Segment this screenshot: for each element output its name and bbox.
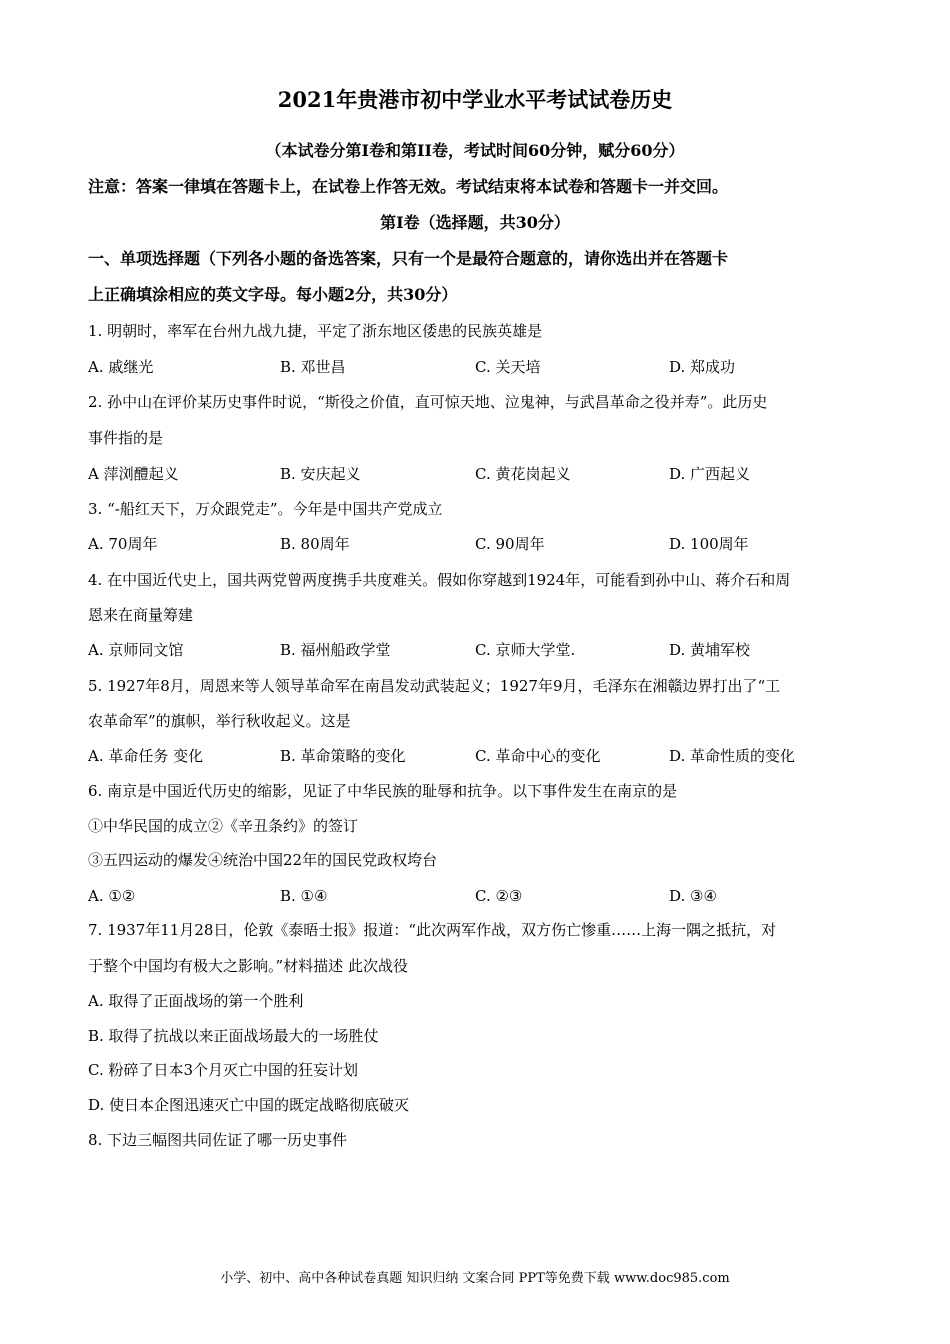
question-6-statement-2: ③五四运动的爆发④统治中国22年的国民党政权垮台 [88,851,438,869]
question-6-option-a: A. ①② [88,887,136,905]
question-4-option-c: C. 京师大学堂. [475,641,576,659]
question-1-option-c: C. 关天培 [475,358,541,376]
question-6-option-b: B. ①④ [280,887,328,905]
question-3-option-c: C. 90周年 [475,535,545,553]
question-3-option-b: B. 80周年 [280,535,350,553]
question-4-option-b: B. 福州船政学堂 [280,641,391,659]
question-1-option-a: A. 戚继光 [88,358,154,376]
section-heading-line-1: 一、单项选择题（下列各小题的备选答案，只有一个是最符合题意的，请你选出并在答题卡 [88,249,729,268]
question-7-option-c: C. 粉碎了日本3个月灭亡中国的狂妄计划 [88,1061,359,1079]
question-2-option-c: C. 黄花岗起义 [475,465,571,483]
page-footer: 小学、初中、高中各种试卷真题 知识归纳 文案合同 PPT等免费下载 www.doc985.com [220,1271,730,1286]
question-8-stem: 8. 下边三幅图共同佐证了哪一历史事件 [88,1131,348,1149]
question-1-option-d: D. 郑成功 [669,358,736,376]
question-2-stem-line-2: 事件指的是 [88,429,164,447]
question-4-stem-line-1: 4. 在中国近代史上，国共两党曾两度携手共度难关。假如你穿越到1924年，可能看到孙中山、蒋介石和周 [88,571,791,589]
question-3-option-a: A. 70周年 [88,535,158,553]
question-7-option-b: B. 取得了抗战以来正面战场最大的一场胜仗 [88,1027,379,1045]
notice-text: 注意：答案一律填在答题卡上，在试卷上作答无效。考试结束将本试卷和答题卡一并交回。 [88,177,729,196]
question-5-option-a: A. 革命任务 变化 [88,747,204,765]
exam-subtitle: （本试卷分第Ⅰ卷和第II卷，考试时间60分钟，赋分60分） [265,141,685,160]
question-1-option-b: B. 邓世昌 [280,358,346,376]
question-4-option-a: A. 京师同文馆 [88,641,184,659]
question-5-option-d: D. 革命性质的变化 [669,747,796,765]
question-7-option-a: A. 取得了正面战场的第一个胜利 [88,992,304,1010]
question-3-stem: 3. “-船红天下，万众跟党走”。今年是中国共产党成立 [88,500,443,518]
question-7-option-d: D. 使日本企图迅速灭亡中国的既定战略彻底破灭 [88,1096,410,1114]
question-7-stem-line-2: 于整个中国均有极大之影响。”材料描述 此次战役 [88,957,408,975]
question-5-stem-line-2: 农革命军”的旗帜，举行秋收起义。这是 [88,712,351,730]
question-7-stem-line-1: 7. 1937年11月28日，伦敦《泰晤士报》报道：“此次两军作战，双方伤亡惨重……上海一隅之抵抗，对 [88,921,777,939]
question-3-option-d: D. 100周年 [669,535,749,553]
question-6-statement-1: ①中华民国的成立②《辛丑条约》的签订 [88,817,359,835]
question-2-option-b: B. 安庆起义 [280,465,361,483]
page-title: 2021年贵港市初中学业水平考试试卷历史 [277,87,673,112]
question-6-stem: 6. 南京是中国近代历史的缩影，见证了中华民族的耻辱和抗争。以下事件发生在南京的是 [88,782,678,800]
question-2-option-a: A 萍浏醴起义 [88,465,179,483]
section-heading-line-2: 上正确填涂相应的英文字母。每小题2分，共30分） [88,285,458,304]
question-6-option-d: D. ③④ [669,887,717,905]
question-6-option-c: C. ②③ [475,887,523,905]
question-5-option-b: B. 革命策略的变化 [280,747,406,765]
question-2-stem-line-1: 2. 孙中山在评价某历史事件时说，“斯役之价值，直可惊天地、泣鬼神，与武昌革命之役并寿”。此历史 [88,393,768,411]
question-5-stem-line-1: 5. 1927年8月，周恩来等人领导革命军在南昌发动武装起义；1927年9月，毛泽东在湘赣边界打出了“工 [88,677,781,695]
question-5-option-c: C. 革命中心的变化 [475,747,601,765]
part1-heading: 第Ⅰ卷（选择题，共30分） [380,213,570,232]
question-2-option-d: D. 广西起义 [669,465,751,483]
question-4-option-d: D. 黄埔军校 [669,641,751,659]
question-4-stem-line-2: 恩来在商量筹建 [88,606,194,624]
question-1-stem: 1. 明朝时，率军在台州九战九捷，平定了浙东地区倭患的民族英雄是 [88,322,543,340]
